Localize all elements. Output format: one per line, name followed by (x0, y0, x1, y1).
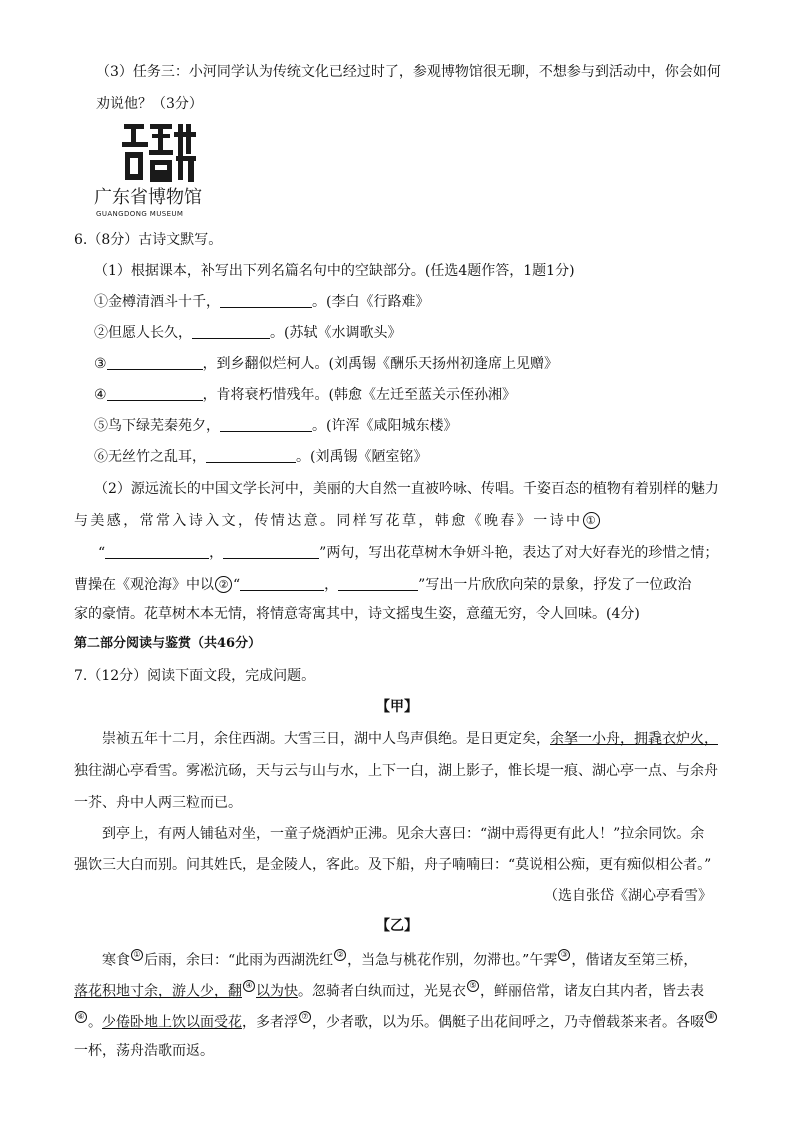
jia-source: （选自张岱《湖心亭看雪》 (544, 888, 712, 904)
underlined-sentence: 落花积地寸余，游人少，翻 (74, 983, 242, 1000)
yi-line3: ⑥ 。少倦卧地上饮以面受花，多者浮 ⑦ ，少者歌，以为乐。偶艇子出花间呼之，乃寺僧载茶来者。各啜 ⑧ (74, 1009, 718, 1033)
q6-part2-line2: 与美感，常常入诗入文，传情达意。同样写花草，韩愈《晚春》一诗中 ① (74, 511, 718, 531)
footnote-marker: ③ (558, 949, 570, 961)
item-post: 。(许浑《咸阳城东楼》 (312, 418, 458, 434)
museum-logo-name: 广东省博物馆 (94, 187, 202, 208)
answer-blank[interactable] (220, 417, 312, 432)
q6-item-5 (94, 416, 457, 436)
item-number: ④ (94, 387, 107, 403)
q6-part2-line5: 家的豪情。花草树木本无情，将情意寄寓其中，诗文摇曳生姿，意蕴无穷，令人回味。(4分) (74, 606, 640, 622)
task3-line1: （3）任务三：小河同学认为传统文化已经过时了，参观博物馆很无聊，不想参与到活动中，你会如何 (96, 64, 721, 80)
item-pre: 鸟下绿芜秦苑夕， (108, 418, 220, 434)
yi-line4: 一杯，荡舟浩歌而返。 (74, 1043, 214, 1059)
item-pre: 金樽清酒斗十千， (108, 294, 220, 310)
blank-number: ② (215, 576, 232, 593)
jia-p1-line1: 崇祯五年十二月，余住西湖。大雪三日，湖中人鸟声俱绝。是日更定矣，余拏一小舟，拥毳衣炉火， (102, 731, 718, 747)
q6-heading: 6.（8分）古诗文默写。 (74, 232, 223, 248)
answer-blank[interactable] (220, 293, 312, 308)
jia-p2-line1: 到亭上，有两人铺毡对坐，一童子烧酒炉正沸。见余大喜曰：“湖中焉得更有此人！”拉余同饮。余 (102, 826, 705, 842)
q6-item-2 (94, 323, 401, 343)
q6-item-3 (94, 354, 558, 374)
item-number: ⑥ (94, 449, 108, 465)
item-post: ，到乡翻似烂柯人。(刘禹锡《酬乐天扬州初逢席上见赠》 (202, 356, 559, 372)
footnote-marker: ④ (243, 980, 255, 992)
museum-logo-mark-icon (122, 122, 198, 184)
footnote-marker: ⑤ (467, 980, 479, 992)
section-heading: 第二部分阅读与鉴赏（共46分） (74, 636, 262, 651)
museum-logo (94, 122, 224, 222)
answer-blank[interactable] (107, 386, 203, 401)
museum-logo-english: GUANGDONG MUSEUM (96, 210, 184, 218)
yi-line1: 寒食 ① 后雨，余曰：“此雨为西湖洗红 ② ，当急与桃花作别，勿滞也。”午霁 ③ ，偕诸友至第三桥， (102, 950, 698, 969)
item-pre: 但愿人长久， (108, 325, 192, 341)
item-pre: 无丝竹之乱耳， (108, 449, 206, 465)
q6-part2-line1: （2）源远流长的中国文学长河中，美丽的大自然一直被吟咏、传唱。千姿百态的植物有着别样的魅力 (94, 481, 719, 497)
jia-p1-line3: 一芥、舟中人两三粒而已。 (74, 795, 242, 811)
q6-item-4 (94, 385, 516, 405)
q6-instruction: （1）根据课本，补写出下列名篇名句中的空缺部分。(任选4题作答，1题1分) (94, 263, 575, 279)
underlined-sentence: 少倦卧地上饮以面受花 (102, 1014, 242, 1031)
jia-p1-line2: 独往湖心亭看雪。雾凇沆砀，天与云与山与水，上下一白，湖上影子，惟长堤一痕、湖心亭一点、与余舟 (74, 763, 718, 779)
item-number: ① (94, 294, 108, 310)
blank-number: ① (583, 512, 600, 529)
passage-jia-title: 【甲】 (376, 699, 418, 715)
answer-blank[interactable] (105, 544, 209, 559)
q6-item-6 (94, 447, 427, 467)
q7-heading: 7.（12分）阅读下面文段，完成问题。 (74, 668, 316, 684)
underlined-sentence: 以为快 (256, 983, 298, 1000)
underlined-sentence: 余拏一小舟，拥毳衣炉火， (550, 731, 718, 747)
q6-part2-line3: “ ， ”两句，写出花草树木争妍斗艳，表达了对大好春光的珍惜之情； (98, 545, 719, 561)
footnote-marker: ② (334, 949, 346, 961)
footnote-marker: ⑦ (299, 1011, 311, 1023)
item-number: ② (94, 325, 108, 341)
q6-part2-line4: 曹操在《观沧海》中以 ② “ ， ”写出一片欣欣向荣的景象，抒发了一位政治 (74, 577, 692, 593)
item-post: 。(刘禹锡《陋室铭》 (296, 449, 428, 465)
task3-line2: 劝说他？（3分） (96, 96, 203, 112)
q6-item-1 (94, 292, 429, 312)
yi-line2: 落花积地寸余，游人少，翻 ④ 以为快。忽骑者白纨而过，光晃衣 ⑤ ，鲜丽倍常，诸友白其内者，皆去表 (74, 981, 704, 1000)
item-number: ⑤ (94, 418, 108, 434)
footnote-marker: ⑥ (75, 1011, 87, 1023)
jia-p2-line2: 强饮三大白而别。问其姓氏，是金陵人，客此。及下船，舟子喃喃曰：“莫说相公痴，更有痴似相公者。” (74, 857, 712, 873)
answer-blank[interactable] (223, 544, 319, 559)
footnote-marker: ⑧ (705, 1011, 717, 1023)
answer-blank[interactable] (107, 355, 203, 370)
answer-blank[interactable] (206, 448, 296, 463)
passage-yi-title: 【乙】 (376, 918, 418, 934)
item-number: ③ (94, 356, 107, 372)
item-post: ，肯将衰朽惜残年。(韩愈《左迁至蓝关示侄孙湘》 (202, 387, 517, 403)
item-post: 。(李白《行路难》 (312, 294, 430, 310)
footnote-marker: ① (131, 949, 143, 961)
answer-blank[interactable] (338, 576, 418, 591)
answer-blank[interactable] (192, 324, 270, 339)
answer-blank[interactable] (240, 576, 324, 591)
item-post: 。(苏轼《水调歌头》 (270, 325, 402, 341)
